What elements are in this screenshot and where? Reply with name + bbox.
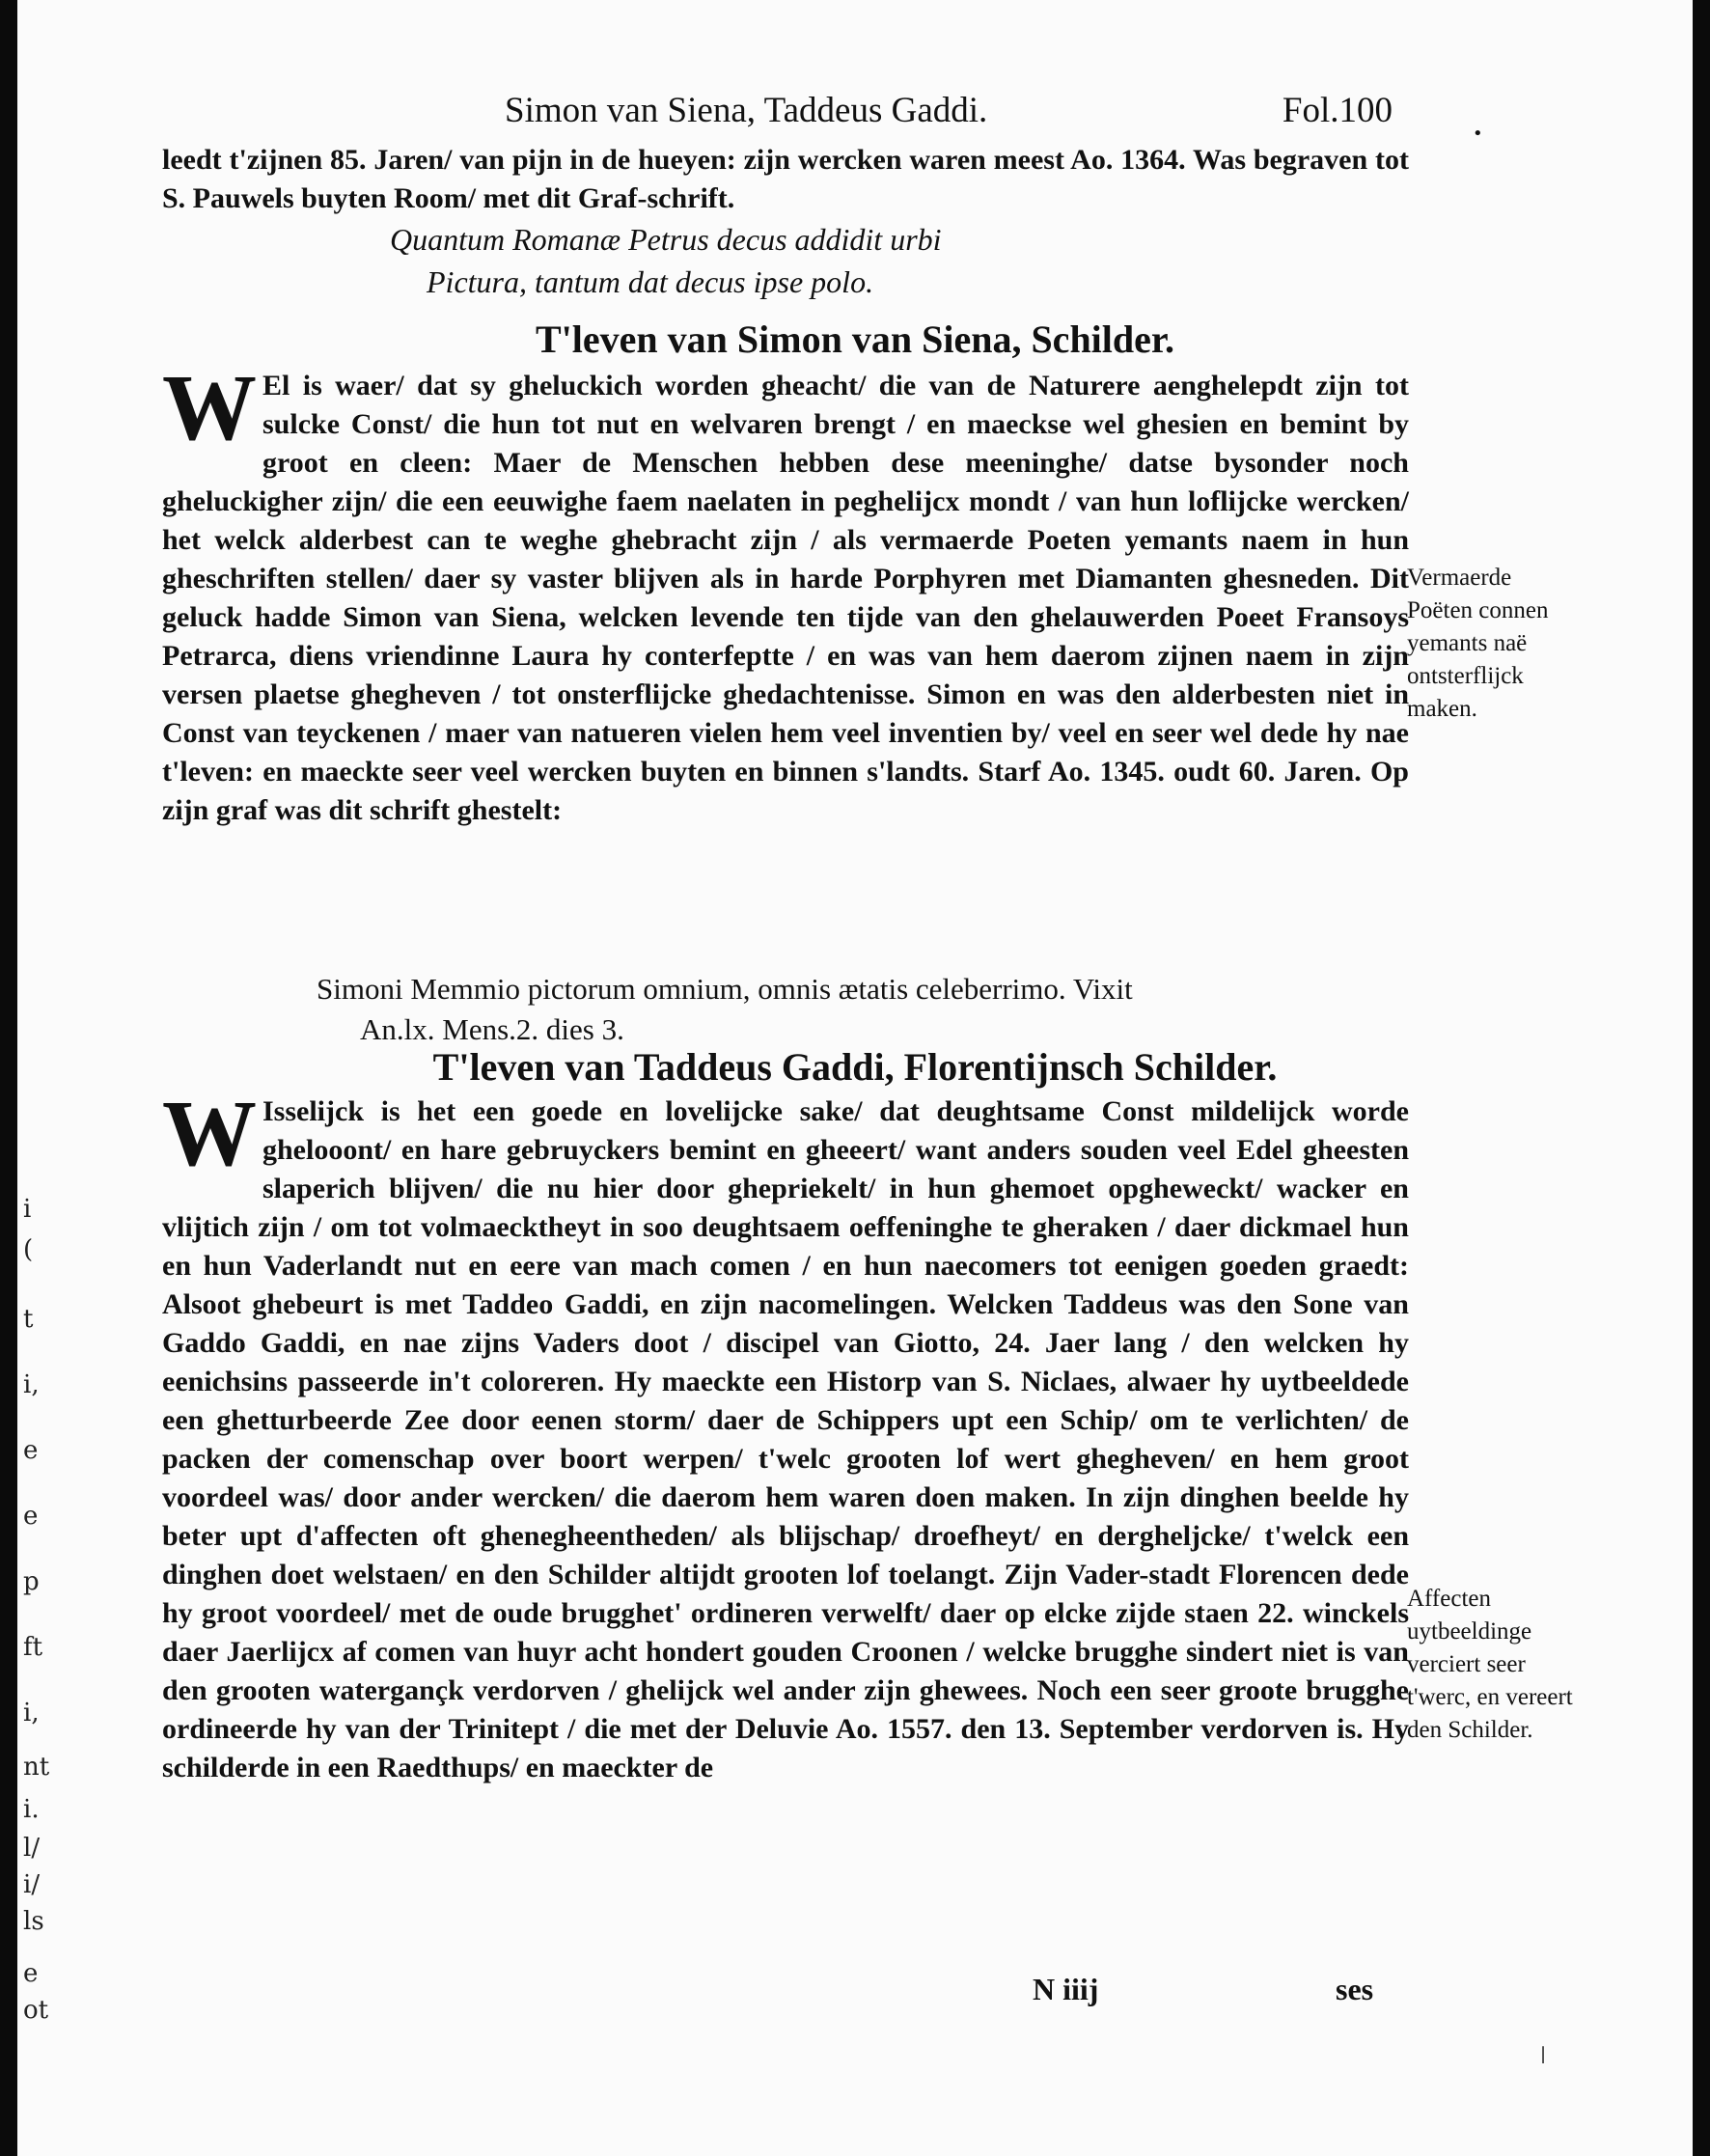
offset-letter: t [23,1305,34,1334]
drop-capital: W [162,356,257,460]
offset-letter: l/ [23,1834,41,1863]
section-body-simon [162,356,1409,830]
offset-letter: i. [23,1795,40,1824]
offset-letter: ft [23,1633,43,1662]
drop-capital: W [162,1092,257,1186]
section-heading-taddeus: T'leven van Taddeus Gaddi, Florentijnsch Schilder. [432,1045,1278,1089]
section-heading-simon: T'leven van Simon van Siena, Schilder. [536,318,1174,361]
intro-text: leedt t'zijnen 85. Jaren/ van pijn in de hueyen: zijn wercken waren meest Ao. 1364. Was begraven tot S. Pauwels buyten Room/ met dit Graf-schrift. [162,144,1409,214]
inscription-line-2: An.lx. Mens.2. dies 3. [360,1012,624,1046]
ink-speck: | [1540,2044,1547,2064]
offset-letter: nt [23,1753,50,1782]
running-header [505,90,1393,138]
epitaph-line-1: Quantum Romanæ Petrus decus addidit urbi [390,222,942,257]
offset-letter: ( [23,1235,34,1264]
running-title: Simon van Siena, Taddeus Gaddi. [505,91,988,130]
offset-letter: ot [23,1996,49,2025]
inscription-line-1: Simoni Memmio pictorum omnium, omnis ætatis celeberrimo. Vixit [317,972,1133,1006]
book-page [17,0,1693,2156]
offset-letter: e [23,1436,39,1465]
intro-paragraph [162,141,1409,218]
offset-letter: ls [23,1907,44,1936]
offset-letter: i, [23,1370,40,1399]
catchword: ses [1336,1972,1374,2006]
signature-mark: N iiij [1033,1972,1099,2006]
offset-letter: i, [23,1699,40,1728]
offset-letter: e [23,1502,39,1531]
body-text-simon: El is waer/ dat sy gheluckich worden gheacht/ die van de Naturere aenghelepdt zijn tot sulcke Const/ die hun tot nut en welvaren brengt / en maeckse wel ghesien en bemint by groot en cleen: Maer de Menschen hebben dese meeninghe/ datse bysonder noch gheluckigher zijn/ die een eeuwighe faem naelaten in peghelijcx mondt / van hun loflijcke wercken/ het welck alderbest can te weghe ghebracht zijn / als vermaerde Poeten yemants naem in hun gheschriften stellen/ daer sy vaster blijven als in harde Porphyren met Diamanten ghesneden. Dit geluck hadde Simon van Siena, welcken levende ten tijde van den ghelauwerden Poeet Fransoys Petrarca, diens vriendinne Laura hy conterfeptte / en was van hem daerom zijnen naem in zijn versen plaetse ghegheven / tot onsterflijcke ghedachtenisse. Simon en was den alderbesten niet in Const van teyckenen / maer van natueren vielen hem veel inventien by/ veel en seer wel dede hy nae t'leven: en maeckte seer veel wercken buyten en binnen s'landts. Starf Ao. 1345. oudt 60. Jaren. Op zijn graf was dit schrift ghestelt: [162,370,1409,826]
margin-note-affects: Affecten uytbeeldinge verciert seer t'werc, en vereert den Schilder. [1407,1586,1573,1743]
offset-letter: p [23,1567,40,1596]
offset-letter: i [23,1195,32,1224]
offset-letter: e [23,1959,39,1988]
ink-speck: • [1473,124,1483,144]
epitaph-line-2: Pictura, tantum dat decus ipse polo. [427,264,874,299]
section-body-taddeus [162,1092,1409,1995]
offset-letter: i/ [23,1870,41,1899]
margin-note-poets: Vermaerde Poëten connen yemants naë ontsterflijck maken. [1407,565,1549,722]
folio-number: Fol.100 [1282,91,1393,130]
body-text-taddeus: Isselijck is het een goede en lovelijcke sake/ dat deughtsame Const mildelijck worde ghelooont/ en hare gebruyckers bemint en gheeert/ want anders souden veel Edel gheesten slaperich blijven/ die nu hier door ghepriekelt/ in hun ghemoet opgheweckt/ wacker en vlijtich zijn / om tot volmaecktheyt in soo deughtsaem oeffeninghe te gheraken / daer dickmael hun en hun Vaderlandt nut en eere van mach comen / en hun naecomers tot eenigen goeden graedt: Alsoot ghebeurt is met Taddeo Gaddi, en zijn nacomelingen. Welcken Taddeus was den Sone van Gaddo Gaddi, en nae zijns Vaders doot / discipel van Giotto, 24. Jaer lang / den welcken hy eenichsins passeerde in't coloreren. Hy maeckte een Historp van S. Niclaes, alwaer hy uytbeeldede een ghetturbeerde Zee door eenen storm/ daer de Schippers upt een Schip/ om te verlichten/ de packen der comenschap over boort werpen/ t'welc grooten lof wert ghegheven/ en hem groot voordeel was/ door ander wercken/ die daerom hem waren doen maken. In zijn dinghen beelde hy beter upt d'affecten oft ghenegheentheden/ als blijschap/ droefheyt/ en dergheljcke/ t'welck een dinghen doet welstaen/ en den Schilder altijdt grooten lof toelangt. Zijn Vader-stadt Florencen dede hy groot voordeel/ met de oude brugghet' ordineren verwelft/ daer op elcke zijde staen 22. winckels daer Jaerlijcx af comen van huyr acht hondert gouden Croonen / welcke brugghe sindert niet is van den grooten watergançk verdorven / ghelijck wel ander zijn ghewees. Noch een seer groote brugghe ordineerde hy van der Trinitept / die met der Deluvie Ao. 1557. den 13. September verdorven is. Hy schilderde in een Raedthups/ en maeckter de [162,1095,1409,1783]
